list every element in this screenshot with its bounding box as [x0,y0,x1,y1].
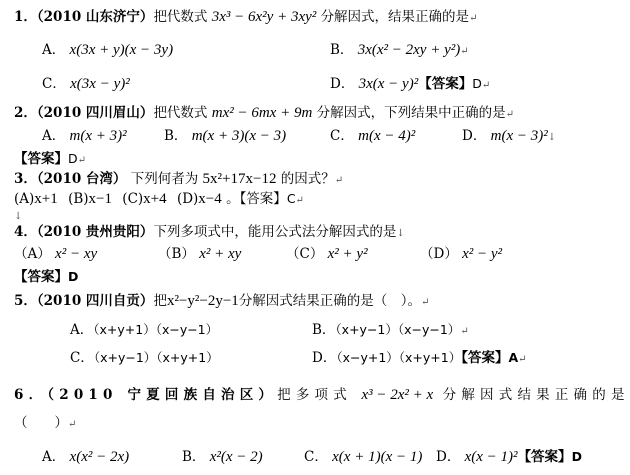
option-b [312,321,469,341]
answer-label: 【答案】 [418,76,473,92]
paragraph-mark: ↵ [77,155,87,166]
answer-label: 【答案】 [461,350,509,366]
answer-blank: （ ） [14,415,68,431]
paragraph-mark: ↵ [469,13,478,24]
question-6-stem [14,386,630,404]
question-5-stem [14,292,429,312]
option-label: (A) [14,191,35,207]
option-label: A． [70,322,94,338]
option-text: x−4 [198,191,222,207]
question-1-stem [14,8,477,28]
question-number: 5． [14,293,37,309]
paragraph-mark: ↵ [68,419,77,430]
question-number: 3． [14,171,37,187]
option-label: (B) [68,191,89,207]
option-text: x(3x − y)² [70,76,130,92]
question-number: 2． [14,105,37,121]
option-b [158,245,241,263]
expression: x³ − 2x² + x [361,387,434,403]
option-d [462,127,556,147]
option-label: （D） [420,246,458,262]
question-source: （2010 宁夏回族自治区） [47,387,278,403]
paragraph-mark: ↵ [505,109,514,120]
option-label: D． [462,128,487,144]
option-text: x(x + 1)(x − 1) [332,449,423,465]
option-label: A． [42,42,66,58]
separator: 。 [226,191,240,207]
stem-text: 把 [153,293,167,309]
option-text: m(x − 3)² [490,128,548,144]
option-label: D． [312,350,337,366]
paragraph-mark: ↵ [460,46,469,57]
option-text: x² − xy [55,246,98,262]
option-label: B． [164,128,188,144]
question-source: （2010 四川眉山） [36,105,154,121]
option-c [304,448,422,466]
option-text: x+4 [143,191,167,207]
paragraph-mark: ↵ [421,297,430,308]
option-d [312,349,527,369]
question-number: 4． [14,224,37,240]
answer-value: A [508,350,519,365]
expression: 5x²+17x−12 [202,171,277,187]
question-source: （2010 山东济宁） [36,9,154,25]
question-2-stem [14,104,514,124]
question-4-stem [14,223,405,243]
stem-text: 把代数式 [153,9,208,25]
answer-value: D [68,269,79,284]
option-d [436,448,582,466]
question-4-answer [14,268,78,286]
option-a [42,448,129,466]
option-label: C． [330,128,354,144]
question-source: （2010 台湾） [36,171,127,187]
stem-text: 分解因式结果正确的是（ ）。 [238,293,422,309]
expression: 3x³ − 6x²y + 3xy² [211,9,317,25]
option-c [42,75,130,93]
stem-text: 的因式？ [280,171,335,187]
paragraph-mark: ↓ [547,132,557,143]
option-text: x−1 [88,191,112,207]
option-label: B． [312,322,336,338]
option-text: （x+y−1）（x+y+1） [93,350,219,365]
option-label: （B） [158,246,195,262]
option-label: B． [182,449,206,465]
option-d [420,245,502,263]
question-number: 6． [14,387,48,403]
option-text: x² − y² [462,246,503,262]
stem-text: 把代数式 [153,105,208,121]
option-label: D． [330,76,355,92]
option-b [164,127,286,145]
answer-label: 【答案】 [14,269,68,285]
option-label: D． [436,449,461,465]
option-text: （x−y+1）（x+y+1） [336,350,462,365]
question-4-options [14,245,97,263]
option-text: x(x² − 2x) [69,449,130,465]
option-label: C． [304,449,328,465]
stem-text: 分解因式结果正确的是 [442,387,630,403]
option-label: C． [42,76,66,92]
expression: x²−y²−2y−1 [166,293,239,309]
stem-text: 把多项式 [277,387,352,403]
paragraph-mark: ↵ [295,195,304,206]
option-text: x²(x − 2) [209,449,263,465]
paragraph-mark: ↵ [518,354,527,365]
option-c [70,349,219,367]
option-label: (D) [176,191,199,207]
answer-label: 【答案】 [14,151,68,167]
option-text: 3x(x − y)² [358,76,419,92]
option-label: A． [42,128,66,144]
option-label: （C） [286,246,324,262]
option-a [70,321,218,339]
option-text: 3x(x² − 2xy + y²) [357,42,461,58]
answer-value: D [571,449,582,464]
option-label: C． [70,350,94,366]
answer-label: 【答案】 [517,449,572,465]
option-text: m(x + 3)(x − 3) [191,128,287,144]
question-2-answer [14,150,86,170]
stem-text: 下列多项式中，能用公式法分解因式的是 [153,224,397,240]
question-source: （2010 贵州贵阳） [36,224,154,240]
question-source: （2010 四川自贡） [36,293,154,309]
option-text: x(x − 1)² [464,449,518,465]
option-text: x² + y² [327,246,368,262]
option-text: （x+y+1）（x−y−1） [93,322,219,337]
option-a [42,41,173,59]
option-label: (C) [122,191,144,207]
option-d [330,75,490,95]
option-c [330,127,415,145]
option-label: （A） [14,246,51,262]
option-b [182,448,263,466]
answer-value: C [286,191,296,206]
question-3-stem [14,170,343,190]
option-a [42,127,127,145]
option-text: m(x + 3)² [69,128,127,144]
stem-text: 下列何者为 [130,171,199,187]
paragraph-mark: ↓ [396,228,405,239]
stem-text: 分解因式，下列结果中正确的是 [316,105,506,121]
option-label: A． [42,449,66,465]
answer-value: D [68,151,78,166]
paragraph-mark: ↵ [334,175,344,186]
paragraph-mark: ↵ [460,326,469,337]
answer-label: 【答案】 [239,191,287,207]
question-6-blank [14,414,76,434]
question-3-options [14,190,304,210]
option-label: B． [330,42,354,58]
option-text: x+1 [34,191,58,207]
option-text: m(x − 4)² [358,128,416,144]
option-text: x(3x + y)(x − 3y) [69,42,174,58]
option-b [330,41,469,61]
expression: mx² − 6mx + 9m [211,105,313,121]
question-number: 1． [14,9,37,25]
option-text: （x+y−1）（x−y−1） [335,322,461,337]
stem-text: 分解因式，结果正确的是 [320,9,470,25]
paragraph-mark: ↵ [481,80,491,91]
option-c [286,245,368,263]
option-text: x² + xy [199,246,242,262]
paragraph-mark: ↓ [14,211,23,222]
answer-value: D [472,76,482,91]
